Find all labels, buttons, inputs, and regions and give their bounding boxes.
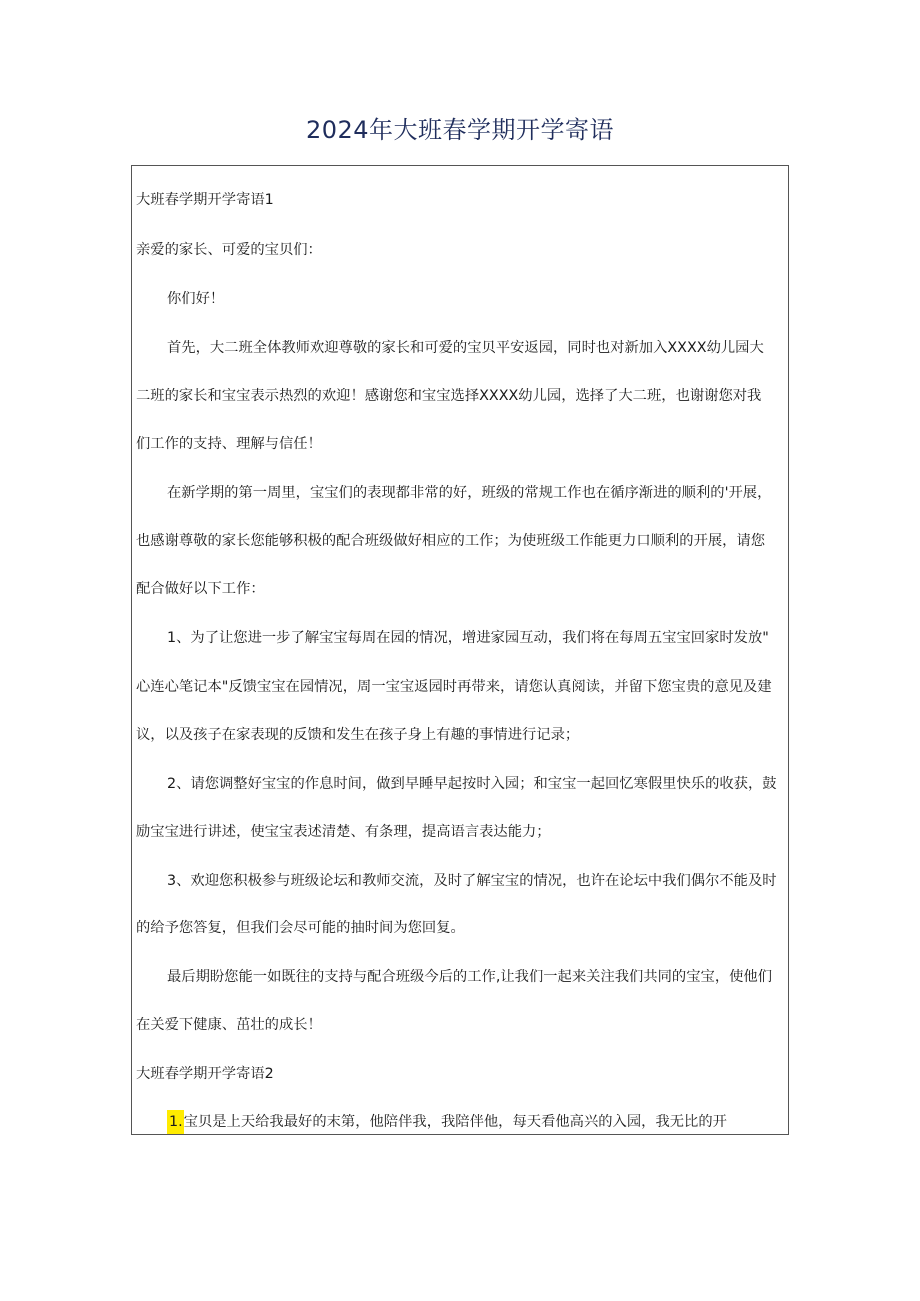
paragraph-line: 也感谢尊敬的家长您能够积极的配合班级做好相应的工作；为使班级工作能更力口顺利的开展，请您 [136,533,766,549]
document-title: 2024年大班春学期开学寄语 [305,116,615,144]
section-heading-1: 大班春学期开学寄语1 [136,192,274,208]
list-item-line: 励宝宝进行讲述，使宝宝表述清楚、有条理，提高语言表达能力； [136,824,551,840]
list-item-line: 心连心笔记本"反馈宝宝在园情况，周一宝宝返园时再带来，请您认真阅读，并留下您宝贵的意见及建 [136,679,772,695]
list-item-line: 1、为了让您进一步了解宝宝每周在园的情况，增进家园互动，我们将在每周五宝宝回家时发放" [167,630,769,646]
list-item-line: 3、欢迎您积极参与班级论坛和教师交流，及时了解宝宝的情况，也许在论坛中我们偶尔不能及时 [167,873,777,889]
paragraph-line: 最后期盼您能一如既往的支持与配合班级今后的工作,让我们一起来关注我们共同的宝宝，使他们 [167,969,773,985]
paragraph-line [167,1111,727,1133]
document-frame [131,165,789,1135]
list-item-line: 2、请您调整好宝宝的作息时间，做到早睡早起按时入园；和宝宝一起回忆寒假里快乐的收获，鼓 [167,776,777,792]
highlighted-number: 1. [167,1110,184,1134]
paragraph-line: 们工作的支持、理解与信任！ [136,436,322,452]
list-item-line: 议，以及孩子在家表现的反馈和发生在孩子身上有趣的事情进行记录； [136,727,580,743]
paragraph-line: 在新学期的第一周里，宝宝们的表现都非常的好，班级的常规工作也在循序渐进的顺利的'开展， [167,485,772,501]
paragraph-line: 首先，大二班全体教师欢迎尊敬的家长和可爱的宝贝平安返园，同时也对新加入XXXX幼儿园大 [167,340,764,356]
section-heading-2: 大班春学期开学寄语2 [136,1066,274,1082]
list-item-line: 的给予您答复，但我们会尽可能的抽时间为您回复。 [136,920,465,936]
paragraph-text: 宝贝是上天给我最好的末第，他陪伴我，我陪伴他，每天看他高兴的入园，我无比的开 [183,1114,727,1130]
salutation: 亲爱的家长、可爱的宝贝们： [136,242,322,258]
paragraph-line: 二班的家长和宝宝表示热烈的欢迎！感谢您和宝宝选择XXXX幼儿园，选择了大二班，也谢谢您对我 [136,388,762,404]
paragraph-line: 配合做好以下工作： [136,581,265,597]
greeting: 你们好！ [167,291,225,307]
paragraph-line: 在关爱下健康、茁壮的成长！ [136,1017,322,1033]
